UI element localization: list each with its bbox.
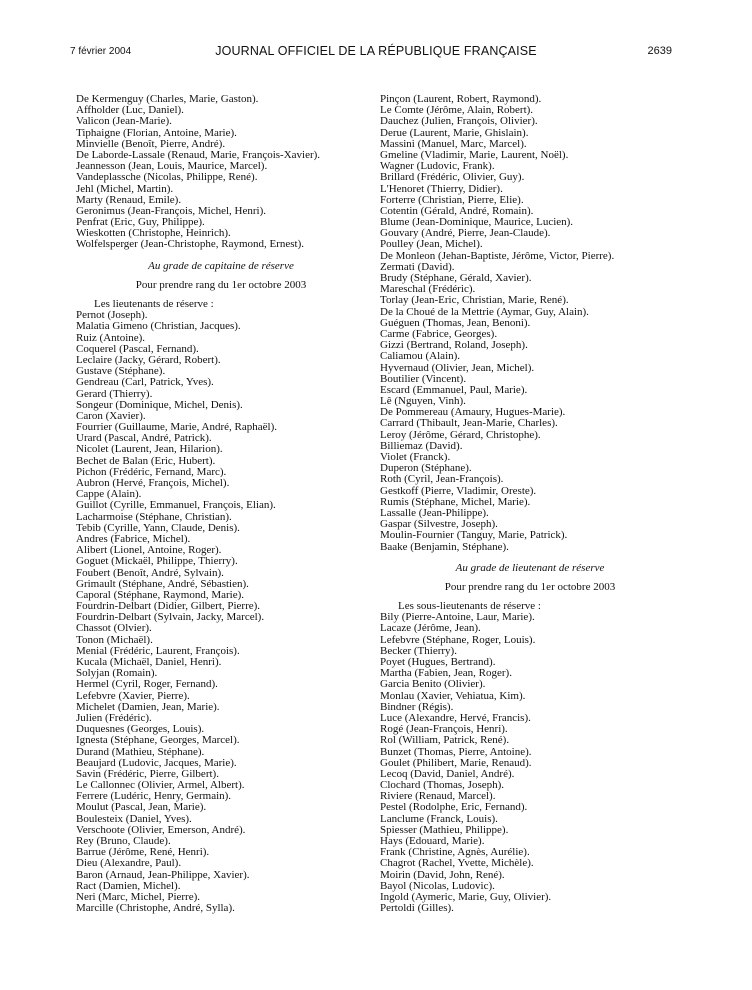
list-item: Pertoldi (Gilles).: [380, 902, 454, 915]
page-header: [0, 42, 752, 58]
list-item: Clochard (Thomas, Joseph).: [380, 779, 505, 792]
list-item: Solyjan (Romain).: [76, 667, 158, 680]
list-item: Massini (Manuel, Marc, Marcel).: [380, 137, 527, 150]
list-item: Andres (Fabrice, Michel).: [76, 532, 191, 545]
list-item: Poulley (Jean, Michel).: [380, 238, 483, 251]
left-column: [76, 94, 366, 914]
list-item: Leroy (Jérôme, Gérard, Christophe).: [380, 428, 541, 441]
list-item: Julien (Frédéric).: [76, 711, 152, 724]
list-item: Pinçon (Laurent, Robert, Raymond).: [380, 93, 542, 105]
list-item: Moirin (David, John, René).: [380, 868, 505, 881]
list-item: Poyet (Hugues, Bertrand).: [380, 656, 496, 668]
list-item: Boulesteix (Daniel, Yves).: [76, 812, 192, 825]
list-item: Baron (Arnaud, Jean-Philippe, Xavier).: [76, 868, 250, 881]
list-item: Guillot (Cyrille, Emmanuel, François, Elian).: [76, 499, 276, 512]
list-item: Duperon (Stéphane).: [380, 462, 472, 475]
list-item: Malatia Gimeno (Christian, Jacques).: [76, 320, 241, 333]
list-item: Jehl (Michel, Martin).: [76, 182, 174, 195]
list-item: Jeannesson (Jean, Louis, Maurice, Marcel).: [76, 160, 268, 173]
list-item: Affholder (Luc, Daniel).: [76, 104, 184, 117]
list-item: Pernot (Joseph).: [76, 309, 148, 322]
list-item: Bily (Pierre-Antoine, Laur, Marie).: [380, 611, 535, 624]
list-item: Brillard (Frédéric, Olivier, Guy).: [380, 171, 525, 184]
list-item: Brudy (Stéphane, Gérald, Xavier).: [380, 272, 532, 284]
list-item: Caliamou (Alain).: [380, 350, 461, 363]
list-item: Alibert (Lionel, Antoine, Roger).: [76, 544, 222, 557]
list-item: Ract (Damien, Michel).: [76, 879, 181, 892]
list-item: Lacharmoise (Stéphane, Christian).: [76, 510, 232, 523]
list-item: Coquerel (Pascal, Fernand).: [76, 342, 199, 355]
names-list-main: [76, 310, 366, 914]
list-item: Torlay (Jean-Eric, Christian, Marie, René).: [380, 294, 569, 307]
list-item: Barrue (Jérôme, René, Henri).: [76, 846, 210, 859]
list-item: Ingold (Aymeric, Marie, Guy, Olivier).: [380, 890, 552, 903]
list-item: Pichon (Frédéric, Fernand, Marc).: [76, 465, 227, 478]
list-item: Caron (Xavier).: [76, 409, 146, 422]
list-item: Mareschal (Frédéric).: [380, 283, 476, 296]
list-item: Lecoq (David, Daniel, André).: [380, 767, 515, 780]
list-item: Ignesta (Stéphane, Georges, Marcel).: [76, 734, 240, 747]
list-item: Tebib (Cyrille, Yann, Claude, Denis).: [76, 521, 240, 534]
list-item: Zermati (David).: [380, 260, 455, 273]
list-item: Bindner (Régis).: [380, 700, 454, 713]
rank-line: Pour prendre rang du 1er octobre 2003: [444, 580, 616, 593]
names-list-top: [380, 94, 680, 553]
list-item: Chassot (Olvier).: [76, 622, 152, 635]
list-item: Carme (Fabrice, Georges).: [380, 327, 498, 340]
list-item: Hermel (Cyril, Roger, Fernand).: [76, 678, 218, 691]
list-item: Aubron (Hervé, François, Michel).: [76, 477, 230, 489]
list-item: Wieskotten (Christophe, Heinrich).: [76, 227, 231, 240]
list-item: Beaujard (Ludovic, Jacques, Marie).: [76, 756, 237, 769]
list-item: Geronimus (Jean-François, Michel, Henri).: [76, 204, 267, 217]
list-item: De Monleon (Jehan-Baptiste, Jérôme, Victor, Pierre).: [380, 249, 615, 262]
list-item: Neri (Marc, Michel, Pierre).: [76, 890, 201, 903]
list-item: Bayol (Nicolas, Ludovic).: [380, 879, 495, 892]
list-item: Lassalle (Jean-Philippe).: [380, 506, 489, 519]
list-item: Vandeplassche (Nicolas, Philippe, René).: [76, 171, 258, 184]
list-item: Blume (Jean-Dominique, Maurice, Lucien).: [380, 216, 574, 229]
list-item: Moulut (Pascal, Jean, Marie).: [76, 801, 207, 814]
list-item: Bechet de Balan (Eric, Hubert).: [76, 454, 216, 467]
list-item: Gaspar (Silvestre, Joseph).: [380, 518, 498, 531]
list-item: Forterre (Christian, Pierre, Elie).: [380, 193, 524, 206]
list-item: Gustave (Stéphane).: [76, 365, 166, 378]
list-item: Nicolet (Laurent, Jean, Hilarion).: [76, 443, 223, 456]
list-item: Penfrat (Eric, Guy, Philippe).: [76, 216, 205, 229]
rank-line: Pour prendre rang du 1er octobre 2003: [135, 278, 307, 291]
list-item: Garcia Benito (Olivier).: [380, 678, 486, 691]
list-item: Lanclume (Franck, Louis).: [380, 812, 498, 825]
list-item: De Laborde-Lassale (Renaud, Marie, François-Xavier).: [76, 148, 321, 161]
list-item: Rol (William, Patrick, René).: [380, 734, 510, 747]
list-item: Urard (Pascal, André, Patrick).: [76, 432, 212, 445]
list-item: L'Henoret (Thierry, Didier).: [380, 182, 503, 195]
list-item: Marcille (Christophe, André, Sylla).: [76, 902, 235, 915]
list-item: Guéguen (Thomas, Jean, Benoni).: [380, 316, 531, 329]
list-item: Frank (Christine, Agnès, Aurélie).: [380, 846, 530, 859]
list-item: Violet (Franck).: [380, 451, 451, 463]
list-item: Dieu (Alexandre, Paul).: [76, 857, 182, 870]
list-item: Fourdrin-Delbart (Didier, Gilbert, Pierre).: [76, 600, 261, 613]
list-item: Tiphaigne (Florian, Antoine, Marie).: [76, 126, 237, 139]
list-item: De Kermenguy (Charles, Marie, Gaston).: [76, 93, 259, 105]
list-item: Lê (Nguyen, Vinh).: [380, 395, 466, 408]
list-item: Gmeline (Vladimir, Marie, Laurent, Noël).: [380, 148, 569, 161]
names-list-main: [380, 612, 680, 914]
list-item: Cotentin (Gérald, André, Romain).: [380, 204, 534, 217]
section-title: Au grade de lieutenant de réserve: [455, 561, 605, 574]
list-item: Michelet (Damien, Jean, Marie).: [76, 700, 220, 713]
list-item: Kucala (Michaël, Daniel, Henri).: [76, 656, 222, 668]
list-item: Chagrot (Rachel, Yvette, Michèle).: [380, 857, 534, 870]
list-item: Baake (Benjamin, Stéphane).: [380, 540, 509, 553]
list-item: Billiemaz (David).: [380, 439, 463, 452]
list-item: Rey (Bruno, Claude).: [76, 835, 171, 847]
names-list-top: [76, 94, 366, 251]
list-item: Lefebvre (Stéphane, Roger, Louis).: [380, 633, 536, 646]
list-item: Gestkoff (Pierre, Vladimir, Oreste).: [380, 484, 537, 497]
list-item: Caporal (Stéphane, Raymond, Marie).: [76, 588, 245, 601]
list-item: Gizzi (Bertrand, Roland, Joseph).: [380, 339, 528, 352]
list-item: Cappe (Alain).: [76, 488, 142, 501]
list-item: Grimault (Stéphane, André, Sébastien).: [76, 577, 249, 590]
list-item: Foubert (Benoît, André, Sylvain).: [76, 566, 224, 579]
list-item: Pestel (Rodolphe, Eric, Fernand).: [380, 801, 528, 814]
group-label: Les lieutenants de réserve :: [94, 298, 214, 310]
list-item: Roth (Cyril, Jean-François).: [380, 473, 504, 486]
list-item: Le Comte (Jérôme, Alain, Robert).: [380, 104, 534, 117]
list-item: Valicon (Jean-Marie).: [76, 115, 172, 128]
list-item: Derue (Laurent, Marie, Ghislain).: [380, 126, 529, 139]
list-item: Gendreau (Carl, Patrick, Yves).: [76, 376, 214, 389]
list-item: Wagner (Ludovic, Frank).: [380, 160, 495, 173]
list-item: Fourdrin-Delbart (Sylvain, Jacky, Marcel).: [76, 611, 265, 624]
list-item: Tonon (Michaël).: [76, 633, 153, 646]
list-item: Hays (Edouard, Marie).: [380, 835, 485, 847]
list-item: Ferrere (Ludéric, Henry, Germain).: [76, 790, 232, 803]
list-item: Marty (Renaud, Emile).: [76, 193, 182, 206]
list-item: Lacaze (Jérôme, Jean).: [380, 622, 481, 635]
list-item: Boutilier (Vincent).: [380, 372, 467, 385]
list-item: Hyvernaud (Olivier, Jean, Michel).: [380, 361, 535, 374]
list-item: De la Choué de la Mettrie (Aymar, Guy, Alain).: [380, 305, 589, 318]
list-item: Martha (Fabien, Jean, Roger).: [380, 667, 512, 680]
list-item: Lefebvre (Xavier, Pierre).: [76, 689, 190, 702]
list-item: De Pommereau (Amaury, Hugues-Marie).: [380, 406, 566, 419]
header-page-number: 2639: [647, 45, 672, 57]
list-item: Durand (Mathieu, Stéphane).: [76, 745, 205, 758]
list-item: Goulet (Philibert, Marie, Renaud).: [380, 756, 532, 769]
list-item: Dauchez (Julien, François, Olivier).: [380, 115, 538, 128]
list-item: Le Callonnec (Olivier, Armel, Albert).: [76, 779, 245, 792]
list-item: Spiesser (Mathieu, Philippe).: [380, 823, 509, 836]
list-item: Duquesnes (Georges, Louis).: [76, 723, 205, 736]
list-item: Verschoote (Olivier, Emerson, André).: [76, 823, 246, 836]
list-item: Wolfelsperger (Jean-Christophe, Raymond, Ernest).: [76, 238, 305, 251]
list-item: Ruiz (Antoine).: [76, 331, 146, 344]
list-item: Carrard (Thibault, Jean-Marie, Charles).: [380, 417, 558, 430]
list-item: Monlau (Xavier, Vehiatua, Kim).: [380, 689, 526, 702]
header-date: 7 février 2004: [70, 46, 132, 57]
list-item: Gouvary (André, Pierre, Jean-Claude).: [380, 227, 551, 240]
list-item: Luce (Alexandre, Hervé, Francis).: [380, 711, 531, 724]
list-item: Escard (Emmanuel, Paul, Marie).: [380, 383, 528, 396]
list-item: Songeur (Dominique, Michel, Denis).: [76, 398, 243, 411]
list-item: Savin (Frédéric, Pierre, Gilbert).: [76, 767, 219, 780]
list-item: Menial (Frédéric, Laurent, François).: [76, 644, 240, 657]
list-item: Goguet (Mickaël, Philippe, Thierry).: [76, 555, 238, 568]
list-item: Riviere (Renaud, Marcel).: [380, 790, 496, 803]
list-item: Minvielle (Benoît, Pierre, André).: [76, 137, 226, 150]
list-item: Rumis (Stéphane, Michel, Marie).: [380, 495, 531, 508]
list-item: Moulin-Fournier (Tanguy, Marie, Patrick).: [380, 529, 568, 542]
list-item: Leclaire (Jacky, Gérard, Robert).: [76, 353, 221, 366]
list-item: Fourrier (Guillaume, Marie, André, Raphaël).: [76, 421, 277, 434]
list-item: Rogé (Jean-François, Henri).: [380, 723, 508, 736]
section-title: Au grade de capitaine de réserve: [148, 259, 294, 272]
header-title: JOURNAL OFFICIEL DE LA RÉPUBLIQUE FRANÇAISE: [215, 44, 537, 58]
list-item: Bunzet (Thomas, Pierre, Antoine).: [380, 745, 532, 758]
list-item: Gerard (Thierry).: [76, 387, 153, 400]
list-item: Becker (Thierry).: [380, 644, 457, 657]
right-column: [380, 94, 680, 914]
group-label: Les sous-lieutenants de réserve :: [398, 600, 541, 613]
